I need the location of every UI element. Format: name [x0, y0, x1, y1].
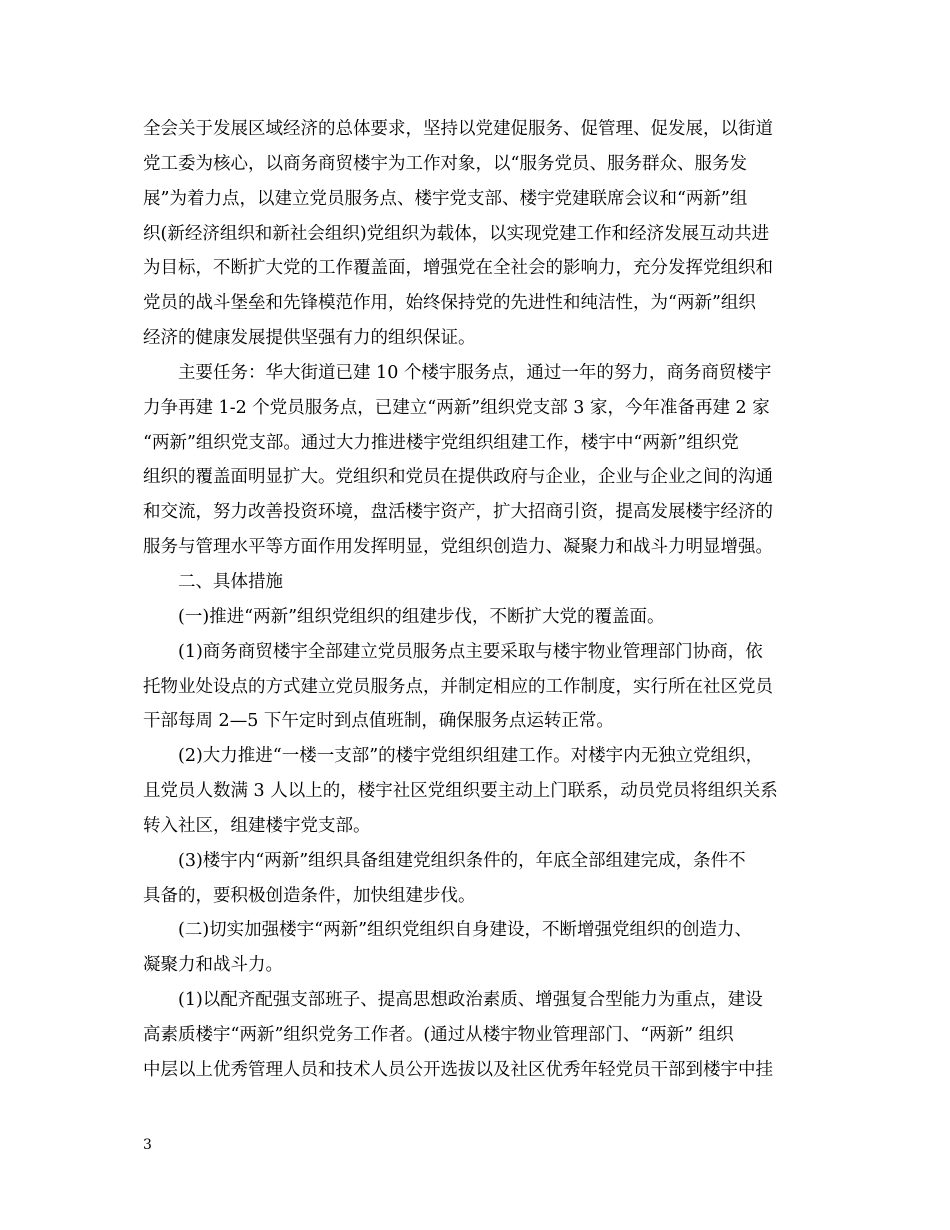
text-line: 服务与管理水平等方面作用发挥明显，党组织创造力、凝聚力和战斗力明显增强。: [143, 537, 773, 558]
subsection-heading: (一)推进“两新”组织党组织的组建步伐，不断扩大党的覆盖面。: [178, 606, 665, 627]
text-line: 为目标，不断扩大党的工作覆盖面，增强党在全社会的影响力，充分发挥党组织和: [143, 258, 773, 279]
paragraph-first-line: (2)大力推进“一楼一支部”的楼宇党组织组建工作。对楼宇内无独立党组织，: [178, 746, 764, 767]
section-heading: 二、具体措施: [178, 571, 283, 592]
paragraph-first-line: (3)楼宇内“两新”组织具备组建党组织条件的，年底全部组建完成，条件不: [178, 850, 746, 871]
text-line: 具备的，要积极创造条件，加快组建步伐。: [143, 885, 476, 906]
text-line: 力争再建 1-2 个党员服务点，已建立“两新”组织党支部 3 家，今年准备再建 2 家: [143, 397, 770, 418]
text-line: 党工委为核心，以商务商贸楼宇为工作对象，以“服务党员、服务群众、服务发: [143, 153, 747, 174]
document-body: [143, 112, 811, 1088]
text-line: 中层以上优秀管理人员和技术人员公开选拔以及社区优秀年轻党员干部到楼宇中挂: [143, 1059, 773, 1080]
text-line: 全会关于发展区域经济的总体要求，坚持以党建促服务、促管理、促发展，以街道: [143, 119, 773, 139]
paragraph-first-line: (1)以配齐配强支部班子、提高思想政治素质、增强复合型能力为重点，建设: [178, 990, 763, 1011]
text-line: 托物业处设点的方式建立党员服务点，并制定相应的工作制度，实行所在社区党员: [143, 676, 773, 697]
text-line: 和交流，努力改善投资环境，盘活楼宇资产，扩大招商引资，提高发展楼宇经济的: [143, 502, 773, 523]
text-line: “两新”组织党支部。通过大力推进楼宇党组织组建工作，楼宇中“两新”组织党: [143, 432, 739, 453]
text-line: 展”为着力点，以建立党员服务点、楼宇党支部、楼宇党建联席会议和“两新”组: [143, 188, 748, 209]
text-line: 干部每周 2—5 下午定时到点值班制，确保服务点运转正常。: [143, 711, 614, 732]
subsection-heading: (二)切实加强楼宇“两新”组织党组织自身建设，不断增强党组织的创造力、: [178, 920, 753, 941]
text-line: 织(新经济组织和新社会组织)党组织为载体，以实现党建工作和经济发展互动共进: [143, 223, 770, 244]
text-line: 经济的健康发展提供坚强有力的组织保证。: [143, 328, 476, 349]
text-line: 转入社区，组建楼宇党支部。: [143, 815, 371, 836]
text-line: 高素质楼宇“两新”组织党务工作者。(通过从楼宇物业管理部门、“两新” 组织: [143, 1024, 734, 1045]
paragraph-first-line: 主要任务：华大街道已建 10 个楼宇服务点，通过一年的努力，商务商贸楼宇: [178, 362, 772, 383]
text-line: 组织的覆盖面明显扩大。党组织和党员在提供政府与企业，企业与企业之间的沟通: [143, 467, 773, 488]
text-line: 党员的战斗堡垒和先锋模范作用，始终保持党的先进性和纯洁性，为“两新”组织: [143, 293, 756, 314]
paragraph-first-line: (1)商务商贸楼宇全部建立党员服务点主要采取与楼宇物业管理部门协商，依: [178, 641, 763, 662]
page-number: 3: [143, 1137, 152, 1153]
text-line: 凝聚力和战斗力。: [143, 955, 283, 976]
text-line: 且党员人数满 3 人以上的，楼宇社区党组织要主动上门联系，动员党员将组织关系: [143, 781, 778, 802]
